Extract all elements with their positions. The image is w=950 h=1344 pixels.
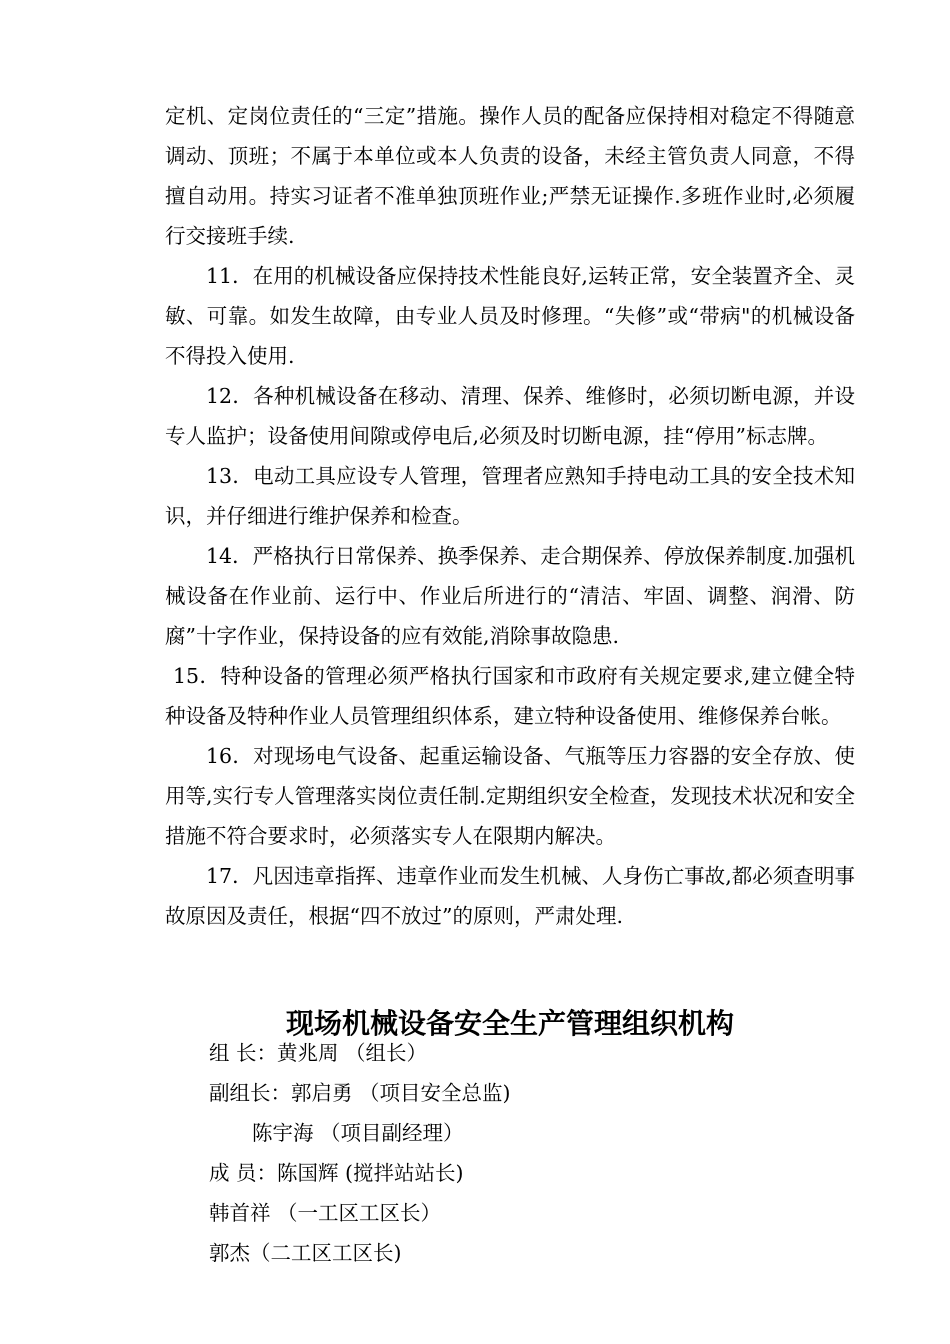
paragraph-item-11: 11．在用的机械设备应保持技术性能良好,运转正常，安全装置齐全、灵敏、可靠。如发生故障，由专业人员及时修理。“失修”或“带病"的机械设备不得投入使用. (165, 264, 855, 368)
paragraph-item-13: 13．电动工具应设专人管理，管理者应熟知手持电动工具的安全技术知识，并仔细进行维护保养和检查。 (165, 464, 855, 528)
org-member-1: 成 员：陈国辉 (搅拌站站长) (209, 1161, 464, 1185)
org-leader: 组 长：黄兆周 （组长） (209, 1041, 428, 1065)
org-deputy-1: 副组长：郭启勇 （项目安全总监) (209, 1081, 511, 1105)
paragraph-item-16: 16．对现场电气设备、起重运输设备、气瓶等压力容器的安全存放、使用等,实行专人管理落实岗位责任制.定期组织安全检查，发现技术状况和安全措施不符合要求时，必须落实专人在限期内解决。 (165, 744, 855, 848)
paragraph-item-12: 12．各种机械设备在移动、清理、保养、维修时，必须切断电源，并设专人监护；设备使用间隙或停电后,必须及时切断电源，挂“停用”标志牌。 (165, 384, 855, 448)
body-text (165, 96, 855, 936)
org-member-3: 郭杰（二工区工区长) (209, 1241, 402, 1265)
paragraph-item-15: 15．特种设备的管理必须严格执行国家和市政府有关规定要求,建立健全特种设备及特种作业人员管理组织体系，建立特种设备使用、维修保养台帐。 (165, 664, 855, 728)
org-structure-list (209, 1033, 511, 1273)
paragraph-continuation: 定机、定岗位责任的“三定”措施。操作人员的配备应保持相对稳定不得随意调动、顶班；不属于本单位或本人负责的设备，未经主管负责人同意，不得擅自动用。持实习证者不准单独顶班作业;严禁无证操作.多班作业时,必须履行交接班手续. (165, 104, 855, 248)
org-member-2: 韩首祥 （一工区工区长） (209, 1201, 442, 1225)
org-deputy-2: 陈宇海 （项目副经理） (252, 1121, 464, 1145)
paragraph-item-17: 17．凡因违章指挥、违章作业而发生机械、人身伤亡事故,都必须查明事故原因及责任，根据“四不放过”的原则，严肃处理. (165, 864, 855, 928)
section-heading: 现场机械设备安全生产管理组织机构 (285, 1007, 734, 1040)
paragraph-item-14: 14．严格执行日常保养、换季保养、走合期保养、停放保养制度.加强机械设备在作业前、运行中、作业后所进行的“清洁、牢固、调整、润滑、防腐”十字作业，保持设备的应有效能,消除事故隐患. (165, 544, 855, 648)
